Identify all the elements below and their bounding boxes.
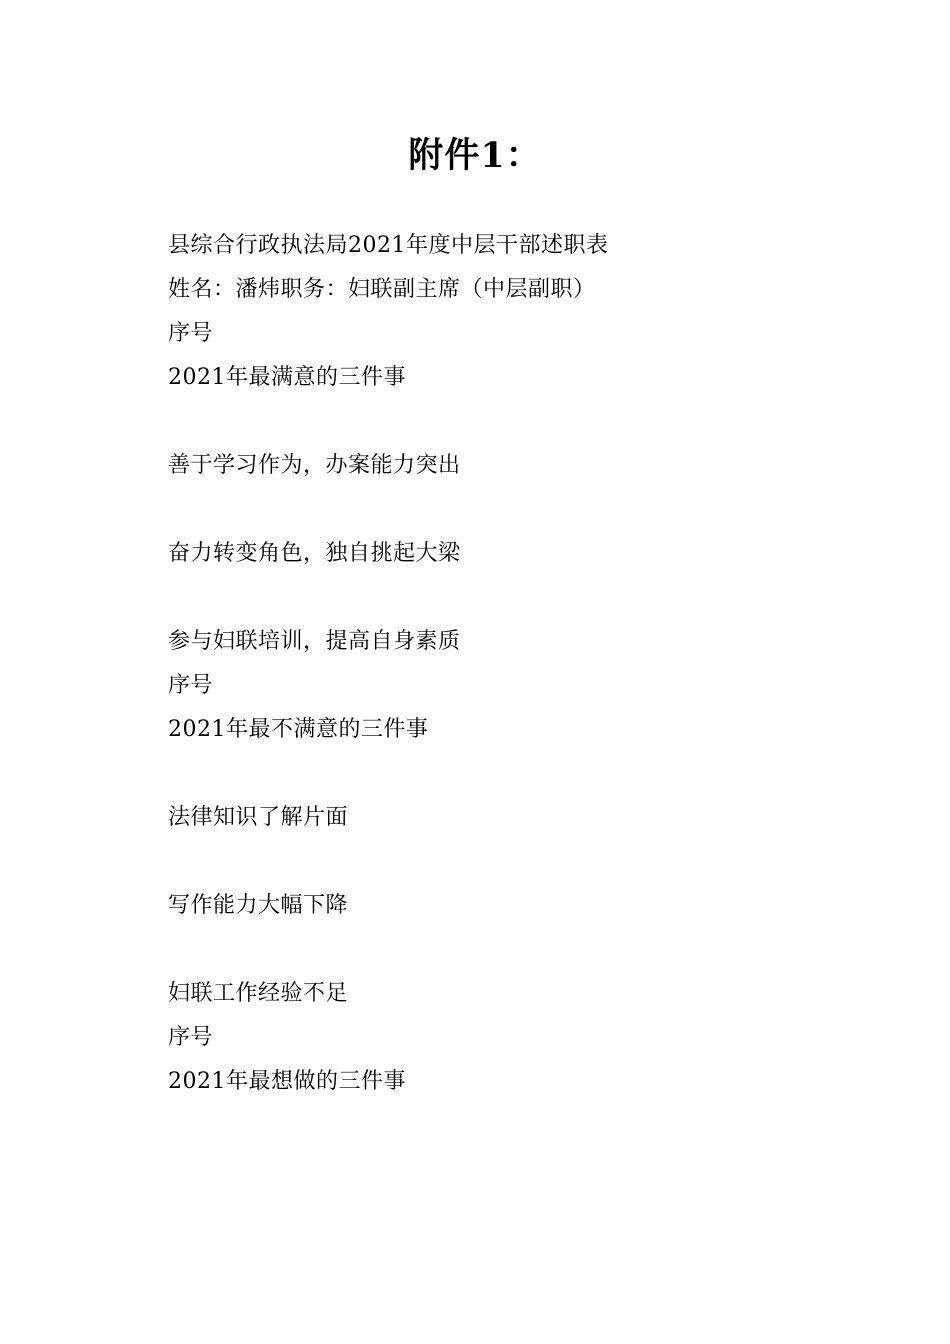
document-line: 2021年最想做的三件事 — [168, 1069, 406, 1094]
document-line: 序号 — [168, 1025, 214, 1050]
document-line: 姓名：潘炜职务：妇联副主席（中层副职） — [168, 277, 596, 302]
page-title: 附件1： — [408, 135, 542, 176]
document-line: 县综合行政执法局2021年度中层干部述职表 — [168, 233, 609, 258]
document-line: 序号 — [168, 673, 214, 698]
document-body — [168, 224, 782, 1104]
document-line: 法律知识了解片面 — [168, 805, 349, 830]
document-line: 序号 — [168, 321, 214, 346]
document-line: 奋力转变角色，独自挑起大梁 — [168, 541, 461, 566]
document-line: 参与妇联培训，提高自身素质 — [168, 629, 461, 654]
document-line: 妇联工作经验不足 — [168, 981, 349, 1006]
document-line: 2021年最满意的三件事 — [168, 365, 406, 390]
document-line: 善于学习作为，办案能力突出 — [168, 453, 461, 478]
document-line: 2021年最不满意的三件事 — [168, 717, 429, 742]
document-line: 写作能力大幅下降 — [168, 893, 349, 918]
